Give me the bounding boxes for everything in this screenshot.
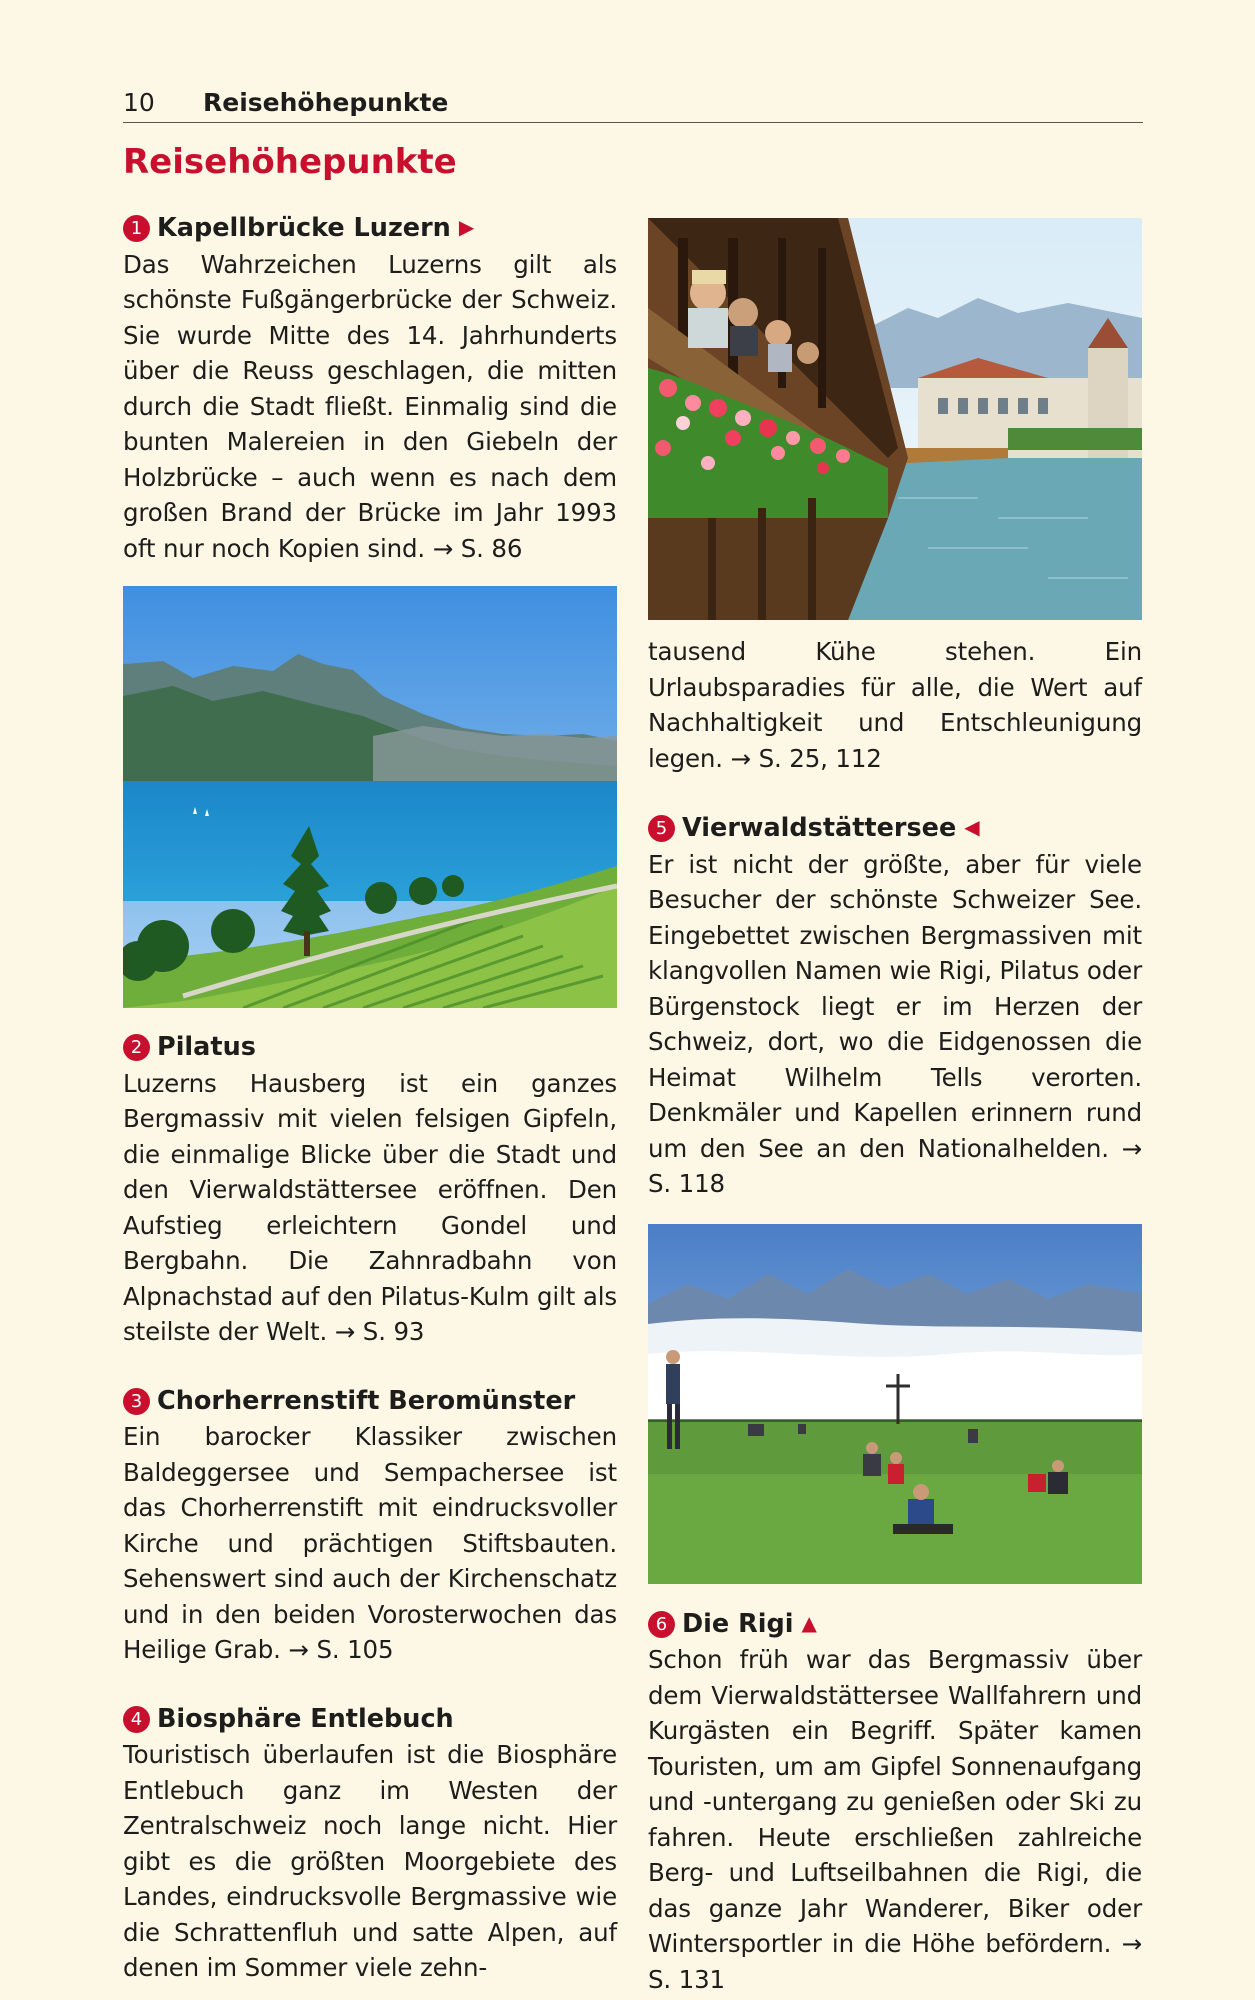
entry-4 <box>123 1702 617 1986</box>
number-badge: 4 <box>123 1706 150 1733</box>
right-column <box>648 218 1142 1997</box>
page-number: 10 <box>123 88 155 117</box>
entry-4-continued-text: tausend Kühe stehen. Ein Urlaubsparadies für alle, die Wert auf Nachhaltigkeit und Entschleunigung legen. → S. 25, 112 <box>648 637 1142 773</box>
entry-title: Chorherrenstift Beromünster <box>157 1385 576 1416</box>
entry-title: Biosphäre Entlebuch <box>157 1703 454 1734</box>
entry-heading <box>123 1702 617 1738</box>
entry-text: Er ist nicht der größte, aber für viele Besucher der schönste Schweizer See. Eingebettet zwischen Bergmassiven mit klangvollen Namen wie Rigi, Pilatus oder Bürgenstock liegt er im Herzen der Schweiz, dort, wo die Eidgenossen die Heimat Wilhelm Tells verorten. Denkmäler und Kapellen erinnern rund um den See an den Nationalhelden. → S. 118 <box>648 849 1142 1198</box>
entry-title: Pilatus <box>157 1032 256 1062</box>
kapellbruecke-photo <box>648 218 1142 620</box>
entry-title: Kapellbrücke Luzern <box>157 213 451 243</box>
entry-3 <box>123 1384 617 1668</box>
page-title: Reisehöhepunkte <box>123 142 457 182</box>
number-badge: 5 <box>648 815 675 842</box>
number-badge: 2 <box>123 1034 150 1061</box>
entry-title: Die Rigi <box>682 1608 794 1639</box>
entry-heading <box>123 1030 617 1066</box>
direction-marker-icon: ▲ <box>801 1610 817 1635</box>
entry-6 <box>648 1606 1142 1998</box>
entry-heading <box>648 1606 1142 1643</box>
running-title: Reisehöhepunkte <box>203 88 449 117</box>
pilatus-lake-photo <box>123 586 617 1008</box>
number-badge: 6 <box>648 1611 675 1638</box>
rigi-summit-photo <box>648 1224 1142 1584</box>
running-head <box>123 88 1143 123</box>
number-badge: 1 <box>123 215 150 242</box>
entry-heading <box>123 1384 617 1420</box>
entry-title: Vierwaldstättersee <box>682 813 957 843</box>
direction-marker-icon: ◀ <box>964 815 980 839</box>
entry-text: Ein barocker Klassiker zwischen Baldeggersee und Sempachersee ist das Chorherrenstift mit eindrucksvoller Kirche und prächtigen Stiftsbauten. Sehenswert sind auch der Kirchenschatz und in den beiden Vorosterwochen das Heilige Grab. → S. 105 <box>123 1422 617 1664</box>
entry-text: Luzerns Hausberg ist ein ganzes Bergmassiv mit vielen felsigen Gipfeln, die einmalige Blicke über die Stadt und den Vierwaldstättersee eröffnen. Den Aufstieg erleichtern Gondel und Bergbahn. Die Zahnradbahn von Alpnachstad auf den Pilatus-Kulm gilt als steilste der Welt. → S. 93 <box>123 1068 617 1346</box>
entry-2 <box>123 1030 617 1350</box>
entry-heading <box>648 810 1142 847</box>
entry-text: Touristisch überlaufen ist die Biosphäre Entlebuch ganz im Westen der Zentralschweiz noch lange nicht. Hier gibt es die größten Moorgebiete des Landes, eindrucksvolle Bergmassive wie die Schrattenfluh und satte Alpen, auf denen im Sommer viele zehn- <box>123 1740 617 1982</box>
direction-marker-icon: ▶ <box>458 215 475 239</box>
left-column <box>123 210 617 1986</box>
entry-text: Schon früh war das Bergmassiv über dem Vierwaldstättersee Wallfahrern und Kurgästen ein Begriff. Später kamen Touristen, um am Gipfel Sonnenaufgang und -untergang zu genießen oder Ski zu fahren. Heute erschließen zahlreiche Berg- und Luftseilbahnen die Rigi, die das ganze Jahr Wanderer, Biker oder Wintersportler in die Höhe befördern. → S. 131 <box>648 1645 1142 1994</box>
number-badge: 3 <box>123 1388 150 1415</box>
entry-1 <box>123 210 617 566</box>
entry-text: Das Wahrzeichen Luzerns gilt als schönste Fußgängerbrücke der Schweiz. Sie wurde Mitte des 14. Jahrhunderts über die Reuss geschlagen, die mitten durch die Stadt fließt. Einmalig sind die bunten Malereien in den Giebeln der Holzbrücke – auch wenn es nach dem großen Brand der Brücke im Jahr 1993 oft nur noch Kopien sind. → S. 86 <box>123 249 617 563</box>
entry-heading <box>123 210 617 247</box>
entry-5 <box>648 810 1142 1202</box>
